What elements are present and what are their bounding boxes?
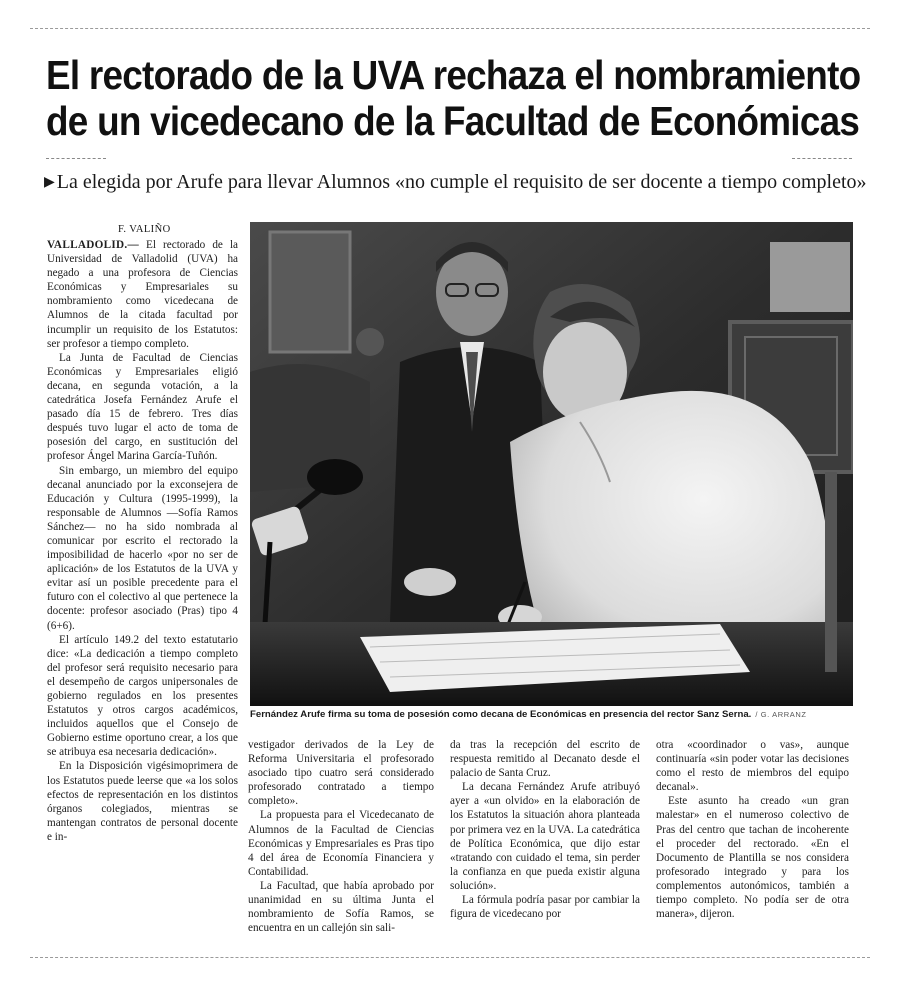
- column-1: [47, 238, 238, 844]
- photo-credit: / G. ARRANZ: [755, 710, 807, 719]
- column-2: [248, 738, 434, 935]
- triangle-bullet-icon: ▶: [44, 174, 55, 190]
- caption-text: Fernández Arufe firma su toma de posesión como decana de Económicas en presencia del rector Sanz Serna.: [250, 709, 752, 720]
- subheadline-text: La elegida por Arufe para llevar Alumnos «no cumple el requisito de ser docente a tiempo completo»: [56, 171, 867, 193]
- subhead-rule-right: [792, 158, 852, 159]
- photo-illustration: [250, 222, 853, 706]
- headline-line-2: de un vicedecano de la Facultad de Económicas: [46, 98, 860, 144]
- paragraph: El artículo 149.2 del texto estatutario dice: «La dedicación a tiempo completo del profesor será requisito necesario para el desempeño de cargos unipersonales de gobierno regulados en los presentes Estatutos y otros cargos académicos, incluidos aquellos que el Consejo de Gobierno estime oportuno crear, a los que se atribuya esa necesaria dedicación».: [47, 633, 238, 759]
- paragraph: La Facultad, que había aprobado por unanimidad en su última Junta el nombramiento de Sofía Ramos, se encuentra en un callejón sin sali-: [248, 879, 434, 935]
- paragraph: Sin embargo, un miembro del equipo decanal anunciado por la exconsejera de Educación y Cultura (1995-1999), la responsable de Alumnos —Sofía Ramos Sánchez— no ha sido nombrada al comunicar por escrito el rectorado la imposibilidad de hacerlo «por no ser de aplicación» de los Estatutos de la UVA y evitar así un posible precedente para el futuro con el colectivo al que pertenece la docente: profesor asociado (Pras) tipo 4 (6+6).: [47, 464, 238, 632]
- subheadline: [44, 170, 874, 194]
- headline-line-1: El rectorado de la UVA rechaza el nombramiento: [46, 52, 861, 98]
- paragraph: da tras la recepción del escrito de respuesta remitido al Decanato desde el palacio de Santa Cruz.: [450, 739, 640, 780]
- paragraph: vestigador derivados de la Ley de Reforma Universitaria el profesorado asociado tipo cuatro será considerado profesorado contratado a tiempo completo».: [248, 739, 434, 808]
- top-rule: [30, 28, 870, 29]
- byline: F. VALIÑO: [118, 224, 171, 235]
- paragraph: La Junta de Facultad de Ciencias Económicas y Empresariales eligió decana, en segunda votación, a la catedrática Josefa Fernández Arufe el pasado día 15 de febrero. Tres días después tuvo lugar el acto de toma de posesión del cargo, en sustitución del profesor Ángel Marina García-Tuñón.: [47, 351, 238, 463]
- dateline: VALLADOLID.—: [47, 239, 139, 251]
- paragraph: La propuesta para el Vicedecanato de Alumnos de la Facultad de Ciencias Económicas y Empresariales es Pras tipo 4 del área de Economía Financiera y Contabilidad.: [248, 809, 434, 878]
- paragraph: La fórmula podría pasar por cambiar la figura de vicedecano por: [450, 894, 640, 921]
- paragraph: La decana Fernández Arufe atribuyó ayer a «un olvido» en la elaboración de los Estatutos la situación ahora planteada por primera vez en la UVA. La catedrática de Política Económica, que dijo estar «tratando con cuidado el tema, sin perder la confianza en que pueda existir alguna solución».: [450, 781, 640, 892]
- news-photo: [250, 222, 853, 706]
- subhead-rule-left: [46, 158, 106, 159]
- paragraph: otra «coordinador o vas», aunque continuaría «sin poder votar las decisiones como el resto de miembros del equipo decanal».: [656, 739, 849, 794]
- column-3: [450, 738, 640, 921]
- column-4: [656, 738, 849, 921]
- bottom-rule: [30, 957, 870, 958]
- headline: [46, 52, 861, 144]
- paragraph-text: El rectorado de la Universidad de Valladolid (UVA) ha negado a una profesora de Ciencias Económicas y Empresariales su nombramiento como vicedecana de Alumnos de la citada facultad por incumplir un requisito de los Estatutos: ser profesor a tiempo completo.: [47, 239, 239, 350]
- paragraph: Este asunto ha creado «un gran malestar» en el numeroso colectivo de Pras del centro que tachan de incoherente el proceder del rectorado. «En el Documento de Plantilla se nos considera profesorado integrado y para los complementos autonómicos, también a tiempo completo. No podía ser de otra manera», dijeron.: [656, 795, 849, 921]
- paragraph: [47, 238, 238, 351]
- photo-caption: [250, 709, 860, 721]
- paragraph: En la Disposición vigésimoprimera de los Estatutos puede leerse que «a los solos efectos de representación en los distintos órganos colegiados, mientras se mantengan contratos de personal docente e in-: [47, 760, 238, 843]
